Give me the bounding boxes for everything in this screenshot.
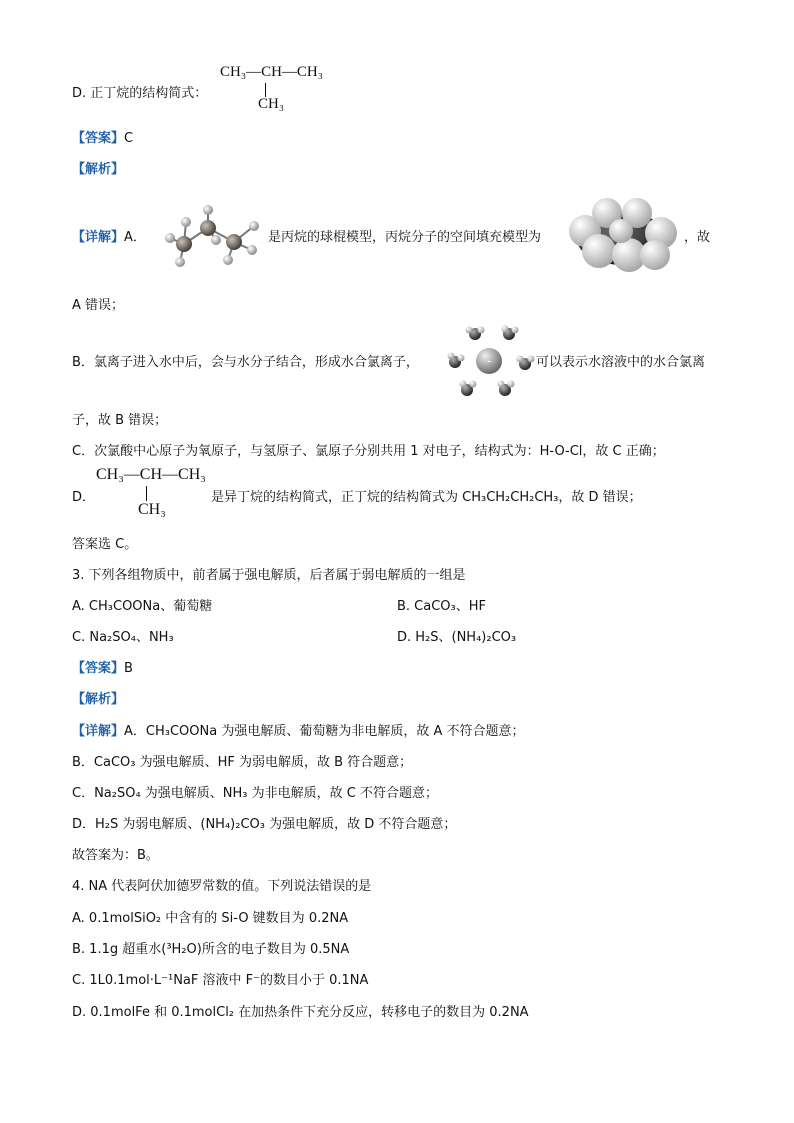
q3-option-d: D. H₂S、(NH₄)₂CO₃ [397, 630, 517, 645]
q3-detail-a: 【详解】A．CH₃COONa 为强电解质、葡萄糖为非电解质，故 A 不符合题意； [72, 724, 525, 739]
propane-ball-stick-model-image [160, 200, 265, 268]
q2-analysis-heading: 【解析】 [72, 162, 125, 177]
q4-option-d: D. 0.1molFe 和 0.1molCl₂ 在加热条件下充分反应，转移电子的数目为 0.2NA [72, 1005, 529, 1020]
hydrated-chloride-ion-image [445, 322, 535, 402]
q2-detail-a-end: ，故 [684, 230, 711, 245]
q2-detail-b-line2: 子，故 B 错误； [72, 413, 168, 428]
q2-detail-a-line2: A 错误； [72, 298, 125, 313]
q3-detail-d: D．H₂S 为弱电解质、(NH₄)₂CO₃ 为强电解质，故 D 不符合题意； [72, 817, 457, 832]
q2-answer: 【答案】C [72, 131, 134, 146]
structure-branch: CH₃ [138, 501, 166, 518]
q3-analysis-heading: 【解析】 [72, 692, 125, 707]
propane-space-filling-model-image [565, 193, 680, 278]
q3-option-c: C. Na₂SO₄、NH₃ [72, 630, 174, 645]
q2-detail-d: 是异丁烷的结构简式，正丁烷的结构简式为 CH₃CH₂CH₂CH₃，故 D 错误； [211, 490, 642, 505]
q2-detail-b: B．氯离子进入水中后，会与水分子结合，形成水合氯离子， [72, 355, 419, 370]
q2-conclusion: 答案选 C。 [72, 537, 138, 552]
q4-option-b: B. 1.1g 超重水(³H₂O)所含的电子数目为 0.5NA [72, 942, 350, 957]
structure-main-chain: CH₃—CH—CH₃ [220, 64, 323, 80]
q4-option-a: A. 0.1molSiO₂ 中含有的 Si-O 键数目为 0.2NA [72, 911, 349, 926]
q3-option-b: B. CaCO₃、HF [397, 599, 487, 614]
q3-option-a: A. CH₃COONa、葡萄糖 [72, 599, 213, 614]
q2-detail-d-prefix: D． [72, 490, 96, 505]
q2-option-d: D. 正丁烷的结构简式： [72, 86, 208, 101]
q2-detail-a-mid: 是丙烷的球棍模型，丙烷分子的空间填充模型为 [268, 230, 542, 245]
isobutane-structure-detail [96, 466, 216, 524]
structure-branch: CH₃ [258, 96, 285, 112]
structure-main-chain: CH₃—CH—CH₃ [96, 466, 206, 483]
q2-detail-c: C．次氯酸中心原子为氧原子，与氢原子、氯原子分别共用 1 对电子，结构式为：H-O-Cl，故 C 正确； [72, 444, 665, 459]
q3-detail-c: C．Na₂SO₄ 为强电解质、NH₃ 为非电解质，故 C 不符合题意； [72, 786, 438, 801]
q3-detail-b: B．CaCO₃ 为强电解质、HF 为弱电解质，故 B 符合题意； [72, 755, 413, 770]
q2-detail-b-post: 可以表示水溶液中的水合氯离 [536, 355, 706, 370]
q4-option-c: C. 1L0.1mol·L⁻¹NaF 溶液中 F⁻的数目小于 0.1NA [72, 973, 369, 988]
q3-stem: 3. 下列各组物质中，前者属于强电解质，后者属于弱电解质的一组是 [72, 568, 466, 583]
chloride-minus-label: - [486, 354, 492, 368]
q4-stem: 4. NA 代表阿伏加德罗常数的值。下列说法错误的是 [72, 879, 372, 894]
structure-bond-line [265, 83, 266, 97]
structure-bond-line [146, 486, 147, 501]
q3-answer: 【答案】B [72, 661, 133, 676]
isobutane-structure-top [220, 64, 340, 116]
q3-conclusion: 故答案为：B。 [72, 848, 159, 863]
q2-detail-a: 【详解】A． [72, 230, 146, 245]
